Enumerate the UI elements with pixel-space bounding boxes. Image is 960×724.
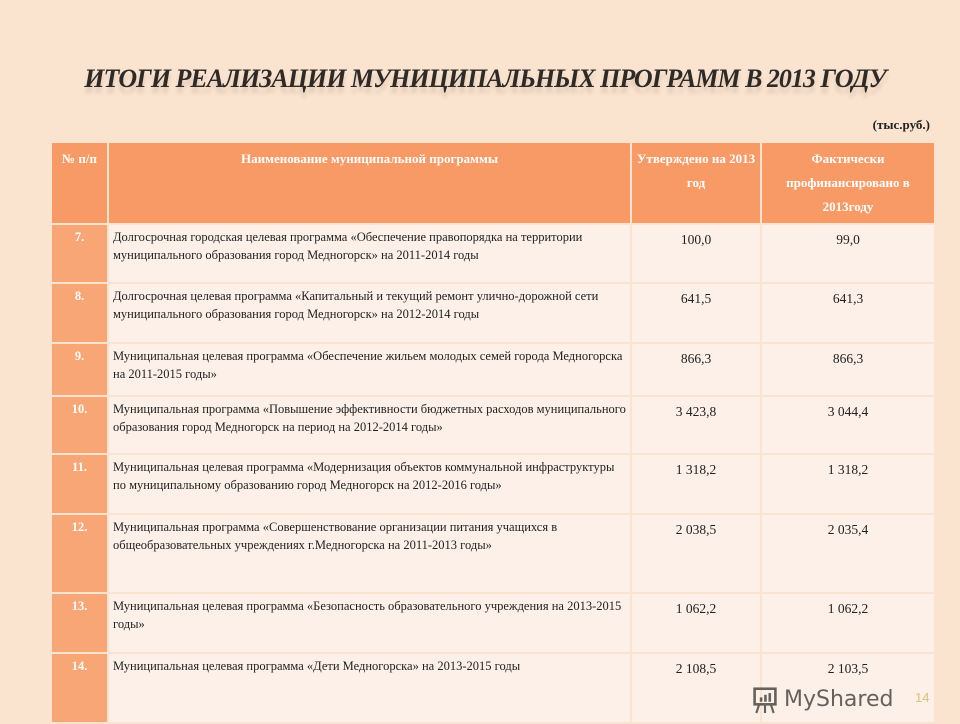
actual-amount: 3 044,4 xyxy=(761,396,935,454)
actual-amount: 641,3 xyxy=(761,283,935,343)
approved-amount: 866,3 xyxy=(631,343,761,396)
actual-amount: 1 318,2 xyxy=(761,454,935,514)
program-name: Муниципальная целевая программа «Дети Медногорска» на 2013-2015 годы xyxy=(108,653,631,723)
watermark-logo xyxy=(752,686,893,714)
actual-amount: 866,3 xyxy=(761,343,935,396)
row-number: 10. xyxy=(51,396,108,454)
row-number: 11. xyxy=(51,454,108,514)
page-number: 14 xyxy=(915,690,930,705)
table-row xyxy=(51,514,935,593)
table-row xyxy=(51,343,935,396)
watermark-text: MyShared xyxy=(784,687,894,712)
table-row xyxy=(51,454,935,514)
table-row xyxy=(51,224,935,283)
row-number: 8. xyxy=(51,283,108,343)
approved-amount: 3 423,8 xyxy=(631,396,761,454)
actual-amount: 2 103,5 xyxy=(761,653,935,723)
actual-amount: 99,0 xyxy=(761,224,935,283)
table-row xyxy=(51,283,935,343)
header-name: Наименование муниципальной программы xyxy=(108,142,631,224)
table-row xyxy=(51,396,935,454)
row-number: 9. xyxy=(51,343,108,396)
program-name: Долгосрочная городская целевая программа «Обеспечение правопорядка на территории муниципального образования город Медногорск» на 2011-2014 годы xyxy=(108,224,631,283)
approved-amount: 100,0 xyxy=(631,224,761,283)
row-number: 7. xyxy=(51,224,108,283)
program-name: Муниципальная целевая программа «Модернизация объектов коммунальной инфраструктуры по муниципальному образованию город Медногорск на 2012-2016 годы» xyxy=(108,454,631,514)
actual-amount: 1 062,2 xyxy=(761,593,935,653)
approved-amount: 1 062,2 xyxy=(631,593,761,653)
program-name: Муниципальная программа «Совершенствование организации питания учащихся в общеобразовательных учреждениях г.Медногорска на 2011-2013 годы» xyxy=(108,514,631,593)
header-number: № п/п xyxy=(51,142,108,224)
program-name: Муниципальная целевая программа «Безопасность образовательного учреждения на 2013-2015 годы» xyxy=(108,593,631,653)
actual-amount: 2 035,4 xyxy=(761,514,935,593)
program-name: Муниципальная программа «Повышение эффективности бюджетных расходов муниципального образования город Медногорск на период на 2012-2014 годы» xyxy=(108,396,631,454)
program-name: Муниципальная целевая программа «Обеспечение жильем молодых семей города Медногорска на 2011-2015 годы» xyxy=(108,343,631,396)
table-header-row xyxy=(51,142,935,224)
presentation-icon xyxy=(752,686,778,714)
unit-label: (тыс.руб.) xyxy=(872,117,930,132)
table-row xyxy=(51,593,935,653)
program-name: Долгосрочная целевая программа «Капитальный и текущий ремонт улично-дорожной сети муниципального образования город Медногорск» на 2012-2014 годы xyxy=(108,283,631,343)
approved-amount: 641,5 xyxy=(631,283,761,343)
row-number: 12. xyxy=(51,514,108,593)
programs-table xyxy=(50,141,936,724)
row-number: 13. xyxy=(51,593,108,653)
approved-amount: 2 108,5 xyxy=(631,653,761,723)
header-actual: Фактически профинансировано в 2013году xyxy=(761,142,935,224)
approved-amount: 1 318,2 xyxy=(631,454,761,514)
row-number: 14. xyxy=(51,653,108,723)
approved-amount: 2 038,5 xyxy=(631,514,761,593)
slide-title: ИТОГИ РЕАЛИЗАЦИИ МУНИЦИПАЛЬНЫХ ПРОГРАММ В 2013 ГОДУ xyxy=(84,64,886,93)
header-approved: Утверждено на 2013 год xyxy=(631,142,761,224)
